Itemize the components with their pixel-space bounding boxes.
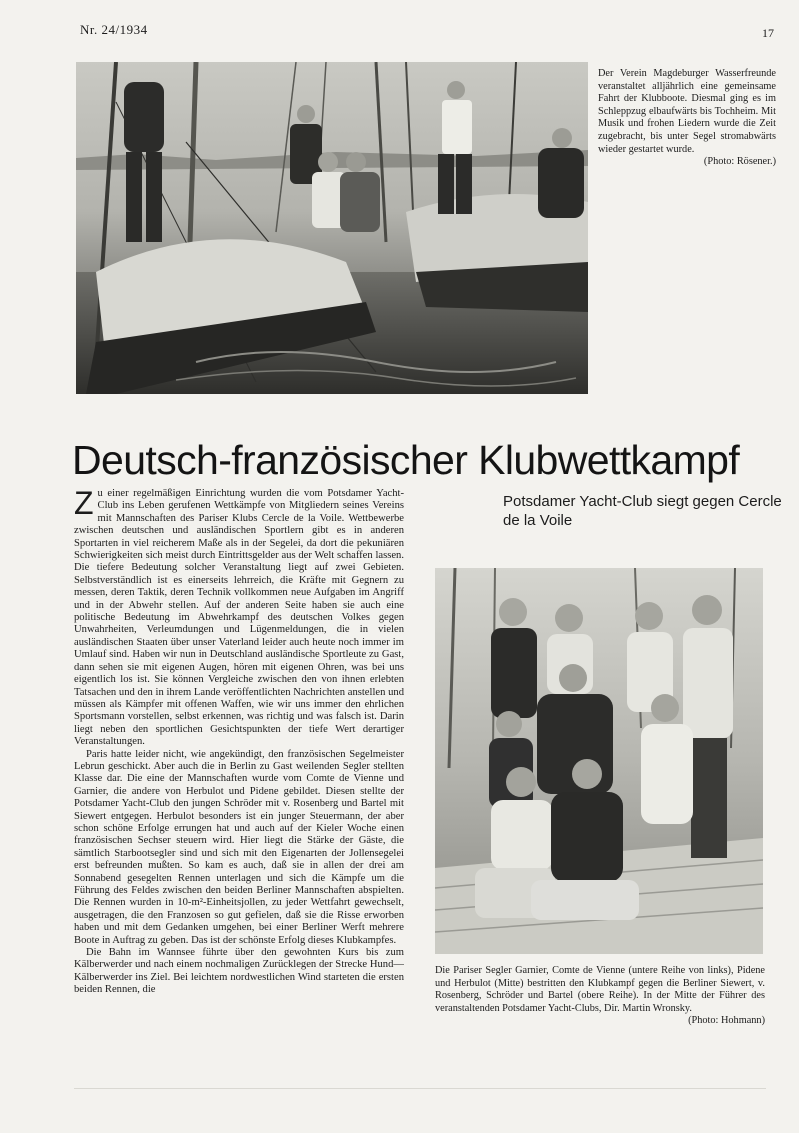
team-group-photo — [435, 568, 763, 954]
team-photo-caption-text: Die Pariser Segler Garnier, Comte de Vienne (untere Reihe von links), Pidene und Herbulot (Mitte) bestritten den Klubkampf gegen die Berliner Siewert, v. Rosenberg, Schröder und Bartel (obere Reihe). In der Mitte der Führer des veranstaltenden Potsdamer Yacht-Clubs, Dir. Martin Wronsky. — [435, 965, 765, 1014]
page-number: 17 — [762, 26, 774, 40]
top-photo-caption — [598, 68, 776, 169]
article-headline: Deutsch-französischer Klubwettkampf — [72, 437, 740, 483]
article-subheadline: Potsdamer Yacht-Club siegt gegen Cercle de la Voile — [503, 493, 782, 529]
bottom-divider — [74, 1088, 766, 1089]
article-paragraph-text: u einer regelmäßigen Einrichtung wurden die vom Potsdamer Yacht-Club ins Leben gerufenen Wettkämpfe von Mitgliedern seines Vereins mit Mannschaften des Pariser Klubs Cercle de la Voile. Wettbewerbe zwischen deutschen und ausländischen Sportlern gibt es in anderen Sportarten in viel reicherem Maße als in der Segelei, da dort die pekuniären Schwierigkeiten sich meist durch Eintrittsgelder aus der Welt schaffen lassen. Die tiefere Bedeutung solcher Veranstaltung liegt auf zwei Gebieten. Selbstverständlich ist es einerseits lehrreich, die Kräfte mit Gegnern zu messen, deren Taktik, deren Technik vollkommen neue Aufgaben im Angriff und in der Abwehr stellen. Auf der anderen Seite haben sie auch eine politische Bedeutung im Abwehrkampf des deutschen Volkes gegen Unwahrheiten, Verleumdungen und Lügenmeldungen, die in vielen ausländischen Staaten über unser Vaterland leider auch heute noch immer im Umlauf sind. Haben wir nun in Deutschland ausländische Sportleute zu Gast, dann sehen sie mit eigenen Augen, hören mit eigenen Ohren, was bei uns eigentlich los ist. Sie können Vergleiche zwischen den von ihnen erlebten Tatsachen und den in ihrem Lande veröffentlichten Nachrichten anstellen und müssen als Kämpfer mit offenen Waffen, wie wir uns immer den ehrlichen Sportsmann vorstellen, selbst erkennen, was richtig und was falsch ist. Darin liegt neben den sportlichen Gesichtspunkten der tiefe Wert derartiger Veranstaltungen. — [74, 488, 404, 748]
sailing-boats-photo — [76, 62, 588, 394]
issue-number: Nr. 24/1934 — [80, 22, 148, 37]
team-photo-credit: (Photo: Hohmann) — [688, 1015, 765, 1027]
article-body — [74, 488, 404, 1028]
top-photo-credit: (Photo: Rösener.) — [703, 156, 776, 168]
article-paragraph: Paris hatte leider nicht, wie angekündigt, den französischen Segelmeister Lebrun geschickt. Aber auch die in Berlin zu Gast weilenden Segler stellten Klasse dar. Die eine der Mannschaften wurde vom Comte de Vienne und Garnier, die andere von Herbulot und Pidene gebildet. Diesen stellte der Potsdamer Yacht-Club den jungen Schröder mit v. Rosenberg und Bartel mit Siewert entgegen. Herbulot besonders ist ein junger Steuermann, der aber schon schöne Erfolge errungen hat und auch auf der Kieler Woche einen französischen Sechser steuern wird. Hier liegt die Stärke der Gäste, die sämtlich Starbootsegler sind und sich mit den Eigenarten der Jollensegelei erst befreunden mußten. So kam es auch, daß sie in allen der drei am Sonnabend gesegelten Rennen unterlagen und sich die Kämpfe um die Führung des Feldes zwischen den beiden Berliner Mannschaften abspielten. Die Rennen wurden in 10-m²-Einheitsjollen, zu jeder Wettfahrt gewechselt, ausgetragen, die den Franzosen so gut gefielen, daß sie die Risse erworben haben und mit dem Gedanken umgehen, bei einer Berliner Werft mehrere Boote in Auftrag zu geben. Das ist der schönste Erfolg dieses Klubkampfes. — [74, 748, 404, 946]
drop-cap: Z — [74, 488, 94, 521]
team-photo-caption — [435, 965, 765, 1028]
top-photo-caption-text: Der Verein Magdeburger Wasserfreunde veranstaltet alljährlich eine gemeinsame Fahrt der Klubboote. Diesmal ging es im Schleppzug elbaufwärts bis Tochheim. Mit Musik und frohen Liedern wurde die Zeit zugebracht, bis unter Segel stromabwärts wieder gestartet wurde. — [598, 68, 776, 155]
article-paragraph — [74, 488, 404, 749]
article-paragraph: Die Bahn im Wannsee führte über den gewohnten Kurs bis zum Kälberwerder und nach einem nochmaligen Zurücklegen der Strecke Hund—Kälberwerder ins Ziel. Bei leichtem nordwestlichen Wind starteten die ersten beiden Rennen, die — [74, 947, 404, 996]
